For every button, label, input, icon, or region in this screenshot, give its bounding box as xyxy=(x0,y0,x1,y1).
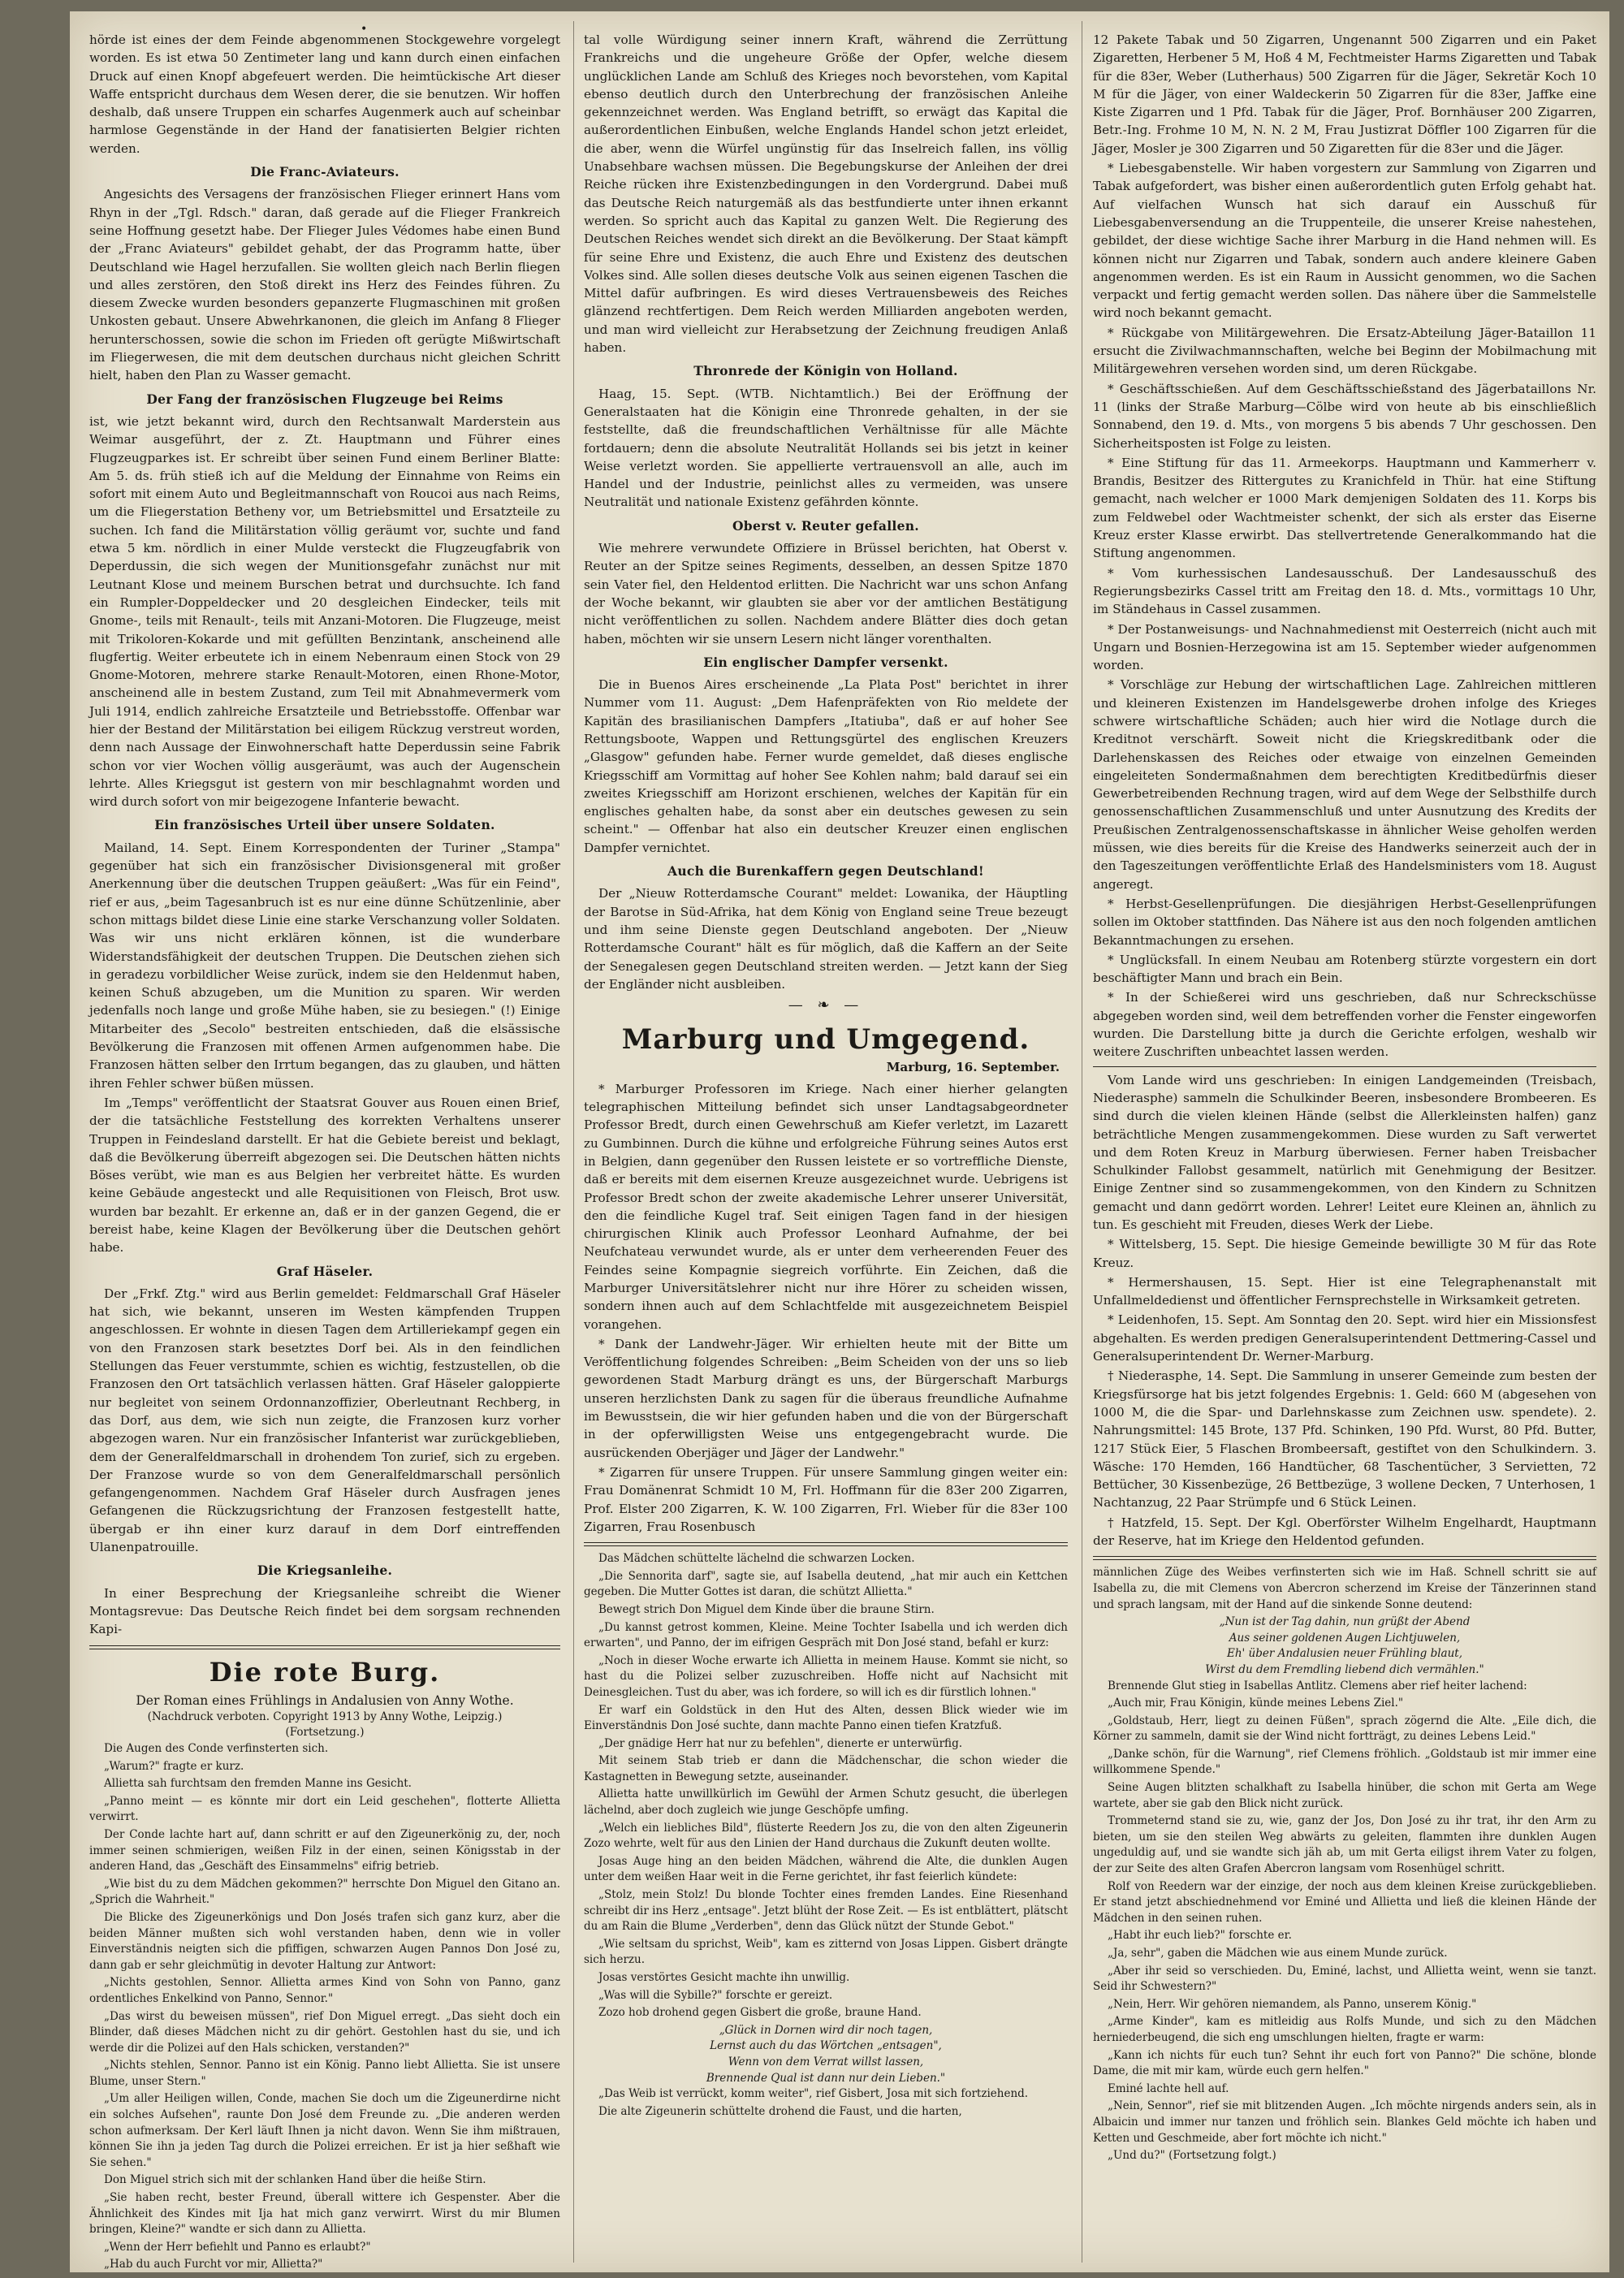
column-divider xyxy=(573,21,574,2263)
section-rule xyxy=(1093,1066,1596,1067)
serial-paragraph: „Goldstaub, Herr, liegt zu deinen Füßen", sprach zögernd die Alte. „Eile dich, die Körner zu sammeln, damit sie der Wind nicht fortträgt, zu deines Lebens Leid." xyxy=(1093,1714,1596,1744)
article-heading: Oberst v. Reuter gefallen. xyxy=(732,517,919,534)
article-text: Haag, 15. Sept. (WTB. Nichtamtlich.) Bei der Eröffnung der Generalstaaten hat die Königin eine Thronrede gehalten, in der sie feststellte, daß die freundschaftlichen Verhältnisse für alle Mächte fortdauern; denn die absolute Neutralität Hollands sei bis jetzt in keiner Weise verletzt worden. Sie appellierte vertrauensvoll an alle, auch im Handel und der Industrie, peinlichst alles zu vermeiden, was unsere Neutralität und nationale Existenz gefährden könnte. xyxy=(584,386,1068,510)
verse-line: „Nun ist der Tag dahin, nun grüßt der Abend xyxy=(1219,1615,1471,1629)
serial-paragraph: Josas verstörtes Gesicht machte ihn unwillig. xyxy=(598,1971,850,1984)
serial-text xyxy=(584,1551,1068,2120)
serial-paragraph: „Welch ein liebliches Bild", flüsterte Reedern Jos zu, die von den alten Zigeunerin Zozo wehrte, welt für aus den Linien der Hand durchaus die Zukunft deuten wollte. xyxy=(584,1821,1068,1851)
article-heading: Thronrede der Königin von Holland. xyxy=(693,363,958,379)
article-text: * Unglücksfall. In einem Neubau am Rotenberg stürzte vorgestern ein dort beschäftigter Mann und brach ein Bein. xyxy=(1093,952,1596,986)
article-text: 12 Pakete Tabak und 50 Zigarren, Ungenannt 500 Zigarren und ein Paket Zigaretten, Herbener 5 M, Hoß 4 M, Fechtmeister Harms Zigaretten und Tabak für die 83er, Weber (Lutherhaus) 500 Zigarren für die Jäger, Sekretär Koch 10 M für die Jäger, von einer Waldeckerin 50 Zigarren für die 83er, Jaffke eine Kiste Zigarren und 1 Pfd. Tabak für die Jäger, Prof. Bornhäuser 200 Zigarren, Betr.-Ing. Frohme 10 M, N. N. 2 M, Frau Justizrat Döffler 100 Zigarren für die Jäger, Mosler je 300 Zigarren und 50 Zigaretten für die 83er und die Jäger. xyxy=(1093,32,1596,156)
serial-paragraph: „Du kannst getrost kommen, Kleine. Meine Tochter Isabella und ich werden dich erwarten", und Panno, der im eifrigen Gespräch mit Don José stand, befahl er kurz: xyxy=(584,1620,1068,1650)
serial-paragraph: Josas Auge hing an den beiden Mädchen, während die Alte, die dunklen Augen unter dem weißen Haar weit in die Ferne gerichtet, ihr fast feierlich kündete: xyxy=(584,1854,1068,1884)
serial-paragraph: Don Miguel strich sich mit der schlanken Hand über die heiße Stirn. xyxy=(104,2173,486,2187)
serial-text xyxy=(89,1741,560,2272)
serial-paragraph: Er warf ein Goldstück in den Hut des Alten, dessen Blick wieder wie im Einverständnis Don José suchte, dann machte Panno einen tiefen Kratzfuß. xyxy=(584,1703,1068,1733)
serial-copyright: (Nachdruck verboten. Copyright 1913 by Anny Wothe, Leipzig.) xyxy=(147,1710,503,1723)
page-marker: • xyxy=(361,23,368,36)
article-text: Der „Frkf. Ztg." wird aus Berlin gemeldet: Feldmarschall Graf Häseler hat sich, wie bekannt, unseren im Westen kämpfenden Truppen angeschlossen. Er wohnte in diesen Tagen dem Artilleriekampf gegen ein von den Franzosen stark besetztes Dorf bei. Als in den feindlichen Stellungen das Feuer verstummte, schien es wichtig, festzustellen, ob die Franzosen den Ort tatsächlich verlassen hätten. Graf Häseler galoppierte nur begleitet von seinem Ordonnanzoffizier, Oberleutnant Rechberg, in das Dorf, aus dem, wie sich nun zeigte, die Franzosen kurz vorher abgezogen waren. Nur ein französischer Infanterist war zurückgeblieben, dem der Generalfeldmarschall in drohendem Ton zurief, sich zu ergeben. Der Franzose wurde so von dem Generalfeldmarschall persönlich gefangengenommen. Nachdem Graf Häseler durch Ausfragen jenes Gefangenen die Rückzugsrichtung der Franzosen festgestellt hatte, übergab er ihn einer kurz darauf in dem Dorf eintreffenden Ulanenpatrouille. xyxy=(89,1286,560,1555)
verse-line: Brennende Qual ist dann nur dein Lieben." xyxy=(706,2071,946,2085)
column-1 xyxy=(89,31,560,2272)
article-heading: Ein französisches Urteil über unsere Soldaten. xyxy=(154,817,495,833)
article-text: * Zigarren für unsere Truppen. Für unsere Sammlung gingen weiter ein: Frau Domänenrat Schmidt 10 M, Frl. Hoffmann für die 83er 200 Zigarren, Prof. Elster 200 Zigarren, K. W. 100 Zigarren, Frl. Wieber für die 83er 100 Zigarren, Frau Rosenbusch xyxy=(584,1464,1068,1534)
serial-paragraph: Brennende Glut stieg in Isabellas Antlitz. Clemens aber rief heiter lachend: xyxy=(1108,1679,1527,1692)
article-text: ist, wie jetzt bekannt wird, durch den Rechtsanwalt Marderstein aus Weimar ausgeführt, der z. Zt. Hauptmann und Führer eines Flugzeugparkes ist. Er schreibt über seinen Fund einem Berliner Blatte: Am 5. ds. früh stieß ich auf die Meldung der Einnahme von Reims ein sofort mit einem Auto und Begleitmannschaft von Roucoi aus nach Reims, um die Fliegerstation Betheny vor, um Betriebsmittel und Ersatzteile zu suchen. Ich fand die Militärstation völlig geräumt vor, suchte und fand etwa 5 km. nördlich in einer Mulde versteckt die Flugzeugfabrik von Deperdussin, die sich wegen der Munitionsgefahr zunächst nur mit Leutnant Klose und meinem Burschen betrat und durchsuchte. Ich fand ein Rumpler-Doppeldecker und 20 desgleichen Eindecker, teils mit Gnome-, teils mit Renault-, teils mit Anzani-Motoren. Die Flugzeuge, meist mit Trikoloren-Kokarde und mit gefüllten Benzintank, anscheinend alle flugfertig. Weiter erbeutete ich in einem Nebenraum einen Stock von 29 Gnome-Motoren, mehrere starke Renault-Motoren, einen Rhone-Motor, anscheinend alle in bestem Zustand, zum Teil mit Abnahmevermerk vom Juli 1914, endlich zahlreiche Ersatzteile und Betriebsstoffe. Offenbar war hier der Bestand der Militärstation bei eiligem Rückzug verstreut worden, denn nach Aussage der Einwohnerschaft hatte Deperdussin seine Fabrik schon vor vier Wochen völlig ausgeräumt, was auch der Augenschein lehrte. Alles Kriegsgut ist gestern von mir beschlagnahmt worden und wird durch sofort von mir beigezogene Infanterie bewacht. xyxy=(89,413,560,810)
article-text: In einer Besprechung der Kriegsanleihe schreibt die Wiener Montagsrevue: Das Deutsche Reich findet bei dem sorgsam rechnenden Kapi- xyxy=(89,1585,560,1637)
article-text: * Vorschläge zur Hebung der wirtschaftlichen Lage. Zahlreichen mittleren und kleineren Existenzen im Handelsgewerbe drohen infolge des Krieges schwere wirtschaftliche Schäden; auch hier wird die Notlage durch die Kreditnot verschärft. Soweit nicht die Kriegskreditbank oder die Darlehenskassen des Reiches oder etwaige von einzelnen Gemeinden eingeleiteten Sondermaßnahmen dem berechtigten Kreditbedürfnis dieser Gewerbetreibenden Rechnung tragen, wird auf dem Wege der Selbsthilfe durch genossenschaftlichen Zusammenschluß und unter Ausnutzung des Kredits der Preußischen Zentralgenossenschaftskasse in ähnlicher Weise geholfen werden müssen, wie dies bereits für die Kreise des Handwerks seinerzeit auch der in den Tageszeitungen veröffentlichte Erlaß des Handelsministers vom 18. August angeregt. xyxy=(1093,677,1596,892)
serial-paragraph: „Hab du auch Furcht vor mir, Allietta?" xyxy=(104,2258,323,2272)
article-text: * Dank der Landwehr-Jäger. Wir erhielten heute mit der Bitte um Veröffentlichung folgendes Schreiben: „Beim Scheiden von der uns so lieb gewordenen Stadt Marburg drängt es uns, der Bürgerschaft Marburgs unseren herzlichsten Dank zu sagen für die überaus freundliche Aufnahme im Bewusstsein, die wir hier gefunden haben und die von der Bürgerschaft in der opferwilligsten Weise uns entgegengebracht wurde. Die ausrückenden Oberjäger und Jäger der Landwehr." xyxy=(584,1336,1068,1460)
serial-paragraph: „Nein, Herr. Wir gehören niemandem, als Panno, unserem König." xyxy=(1108,1997,1477,2011)
serial-paragraph: „Habt ihr euch lieb?" forschte er. xyxy=(1108,1929,1292,1943)
serial-paragraph: Allietta sah furchtsam den fremden Manne ins Gesicht. xyxy=(104,1777,412,1791)
article-text: tal volle Würdigung seiner innern Kraft, während die Zerrüttung Frankreichs und die ungeheure Größe der Opfer, welche diesem unglücklichen Lande am Schluß des Krieges noch bevorstehen, vom Kapital ebenso deutlich durch den Unterbrechung der französischen Anleihe gekennzeichnet werden. Was England betrifft, so erwägt das Kapital die außerordentlichen Einbußen, welche Englands Handel schon jetzt erleidet, die aber, wenn die Würfel ungünstig für das Inselreich fallen, ins völlig Unabsehbare wachsen müssen. Die Begebungskurse der Anleihen der drei Reiche rücken ihre Existenzbedingungen in den Vordergrund. Dabei muß das Deutsche Reich naturgemäß als das bestfundierte unter ihnen erkannt werden. So spricht auch das Kapital zu ganzen Welt. Die Regierung des Deutschen Reiches wendet sich direkt an die Bevölkerung. Der Staat kämpft für seine Ehre und Existenz, die auch Ehre und Existenz des deutschen Volkes sind. Alle sollen dieses deutsche Volk aus seinen eigenen Taschen die Mittel dafür aufbringen. Es wird dieses Vertrauensbeweis des Reiches glänzend rechtfertigen. Dem Reich werden Milliarden angeboten werden, und man wird vielleicht zur Herabsetzung der Zeichnung freudigen Anlaß haben. xyxy=(584,32,1068,356)
verse-line: „Glück in Dornen wird dir noch tagen, xyxy=(719,2023,933,2037)
serial-paragraph: „Und du?" (Fortsetzung folgt.) xyxy=(1108,2149,1276,2163)
article-text: * Leidenhofen, 15. Sept. Am Sonntag den 20. Sept. wird hier ein Missionsfest abgehalten. Es werden predigen Generalsuperintendent Dettmering-Cassel und Generalsuperintendent Dr. Werner-Marburg. xyxy=(1093,1312,1596,1364)
serial-paragraph: „Panno meint — es könnte mir dort ein Leid geschehen", flotterte Allietta verwirrt. xyxy=(89,1794,560,1824)
article-heading: Ein englischer Dampfer versenkt. xyxy=(703,654,948,670)
serial-paragraph: „Nichts stehlen, Sennor. Panno ist ein König. Panno liebt Allietta. Sie ist unsere Blume, unser Stern." xyxy=(89,2059,560,2088)
feuilleton-rule xyxy=(1093,1556,1596,1560)
article-heading: Auch die Burenkaffern gegen Deutschland! xyxy=(667,863,984,880)
article-text: * Geschäftsschießen. Auf dem Geschäftsschießstand des Jägerbataillons Nr. 11 (links der Straße Marburg—Cölbe wird von heute ab bis einschließlich Sonnabend, den 19. d. Mts., von morgens 5 bis abends 7 Uhr geschossen. Den Sicherheitsposten ist Folge zu leisten. xyxy=(1093,381,1596,451)
serial-paragraph: „Das wirst du beweisen müssen", rief Don Miguel erregt. „Das sieht doch ein Blinder, daß dieses Mädchen nicht zu dir gehört. Gestohlen hast du sie, und ich werde dir die Polizei auf den Hals schicken, verstanden?" xyxy=(89,2009,560,2055)
article-heading: Die Franc-Aviateurs. xyxy=(250,164,400,180)
serial-paragraph: „Der gnädige Herr hat nur zu befehlen", dienerte er unterwürfig. xyxy=(598,1736,962,1750)
verse-line: Aus seiner goldenen Augen Lichtjuwelen, xyxy=(1229,1631,1461,1645)
serial-paragraph: „Auch mir, Frau Königin, künde meines Lebens Ziel." xyxy=(1108,1697,1404,1710)
serial-paragraph: „Sie haben recht, bester Freund, überall wittere ich Gespenster. Aber die Ähnlichkeit des Kindes mit Ija hat mich ganz verwirrt. Wirst du mir Blumen bringen, Kleine?" wandte er sich dann zu Allietta. xyxy=(89,2191,560,2237)
article-text: * In der Schießerei wird uns geschrieben, daß nur Schreckschüsse abgegeben worden sind, weil dem betreffenden vorher die Fenster eingeworfen wurden. Die Darstellung bitte ja durch die Gerichte erfolgen, weshalb wir weitere Zuschriften unbeachtet lassen werden. xyxy=(1093,990,1596,1060)
verse-line: Lernst auch du das Wörtchen „entsagen", xyxy=(710,2039,942,2053)
article-text: * Eine Stiftung für das 11. Armeekorps. Hauptmann und Kammerherr v. Brandis, Besitzer des Rittergutes zu Kranichfeld in Thür. hat eine Stiftung gemacht, nach welcher er 1000 Mark demjenigen Soldaten des 11. Korps bis zum Feldwebel oder Wachtmeister schenkt, der sich als erster das Eiserne Kreuz erster Klasse erwirbt. Das stellvertretende Generalkommando hat die Stiftung angenommen. xyxy=(1093,455,1596,561)
column-2 xyxy=(584,31,1068,2272)
dateline: Marburg, 16. September. xyxy=(886,1060,1060,1075)
serial-paragraph: Die Augen des Conde verfinsterten sich. xyxy=(104,1742,329,1756)
serial-paragraph: Zozo hob drohend gegen Gisbert die große, braune Hand. xyxy=(598,2006,922,2020)
article-text: hörde ist eines der dem Feinde abgenommenen Stockgewehre vorgelegt worden. Es ist etwa 50 Zentimeter lang und kann durch einen einfachen Druck auf einen Knopf abgefeuert werden. Die heimtückische Art dieser Waffe entspricht durchaus dem Wesen derer, die sie benutzen. Wir hoffen deshalb, daß unsere Truppen ein scharfes Augenmerk auch auf scheinbar harmlose Gegenstände in der Hand der fanatisierten Belgier richten werden. xyxy=(89,32,560,156)
article-text: * Hermershausen, 15. Sept. Hier ist eine Telegraphenanstalt mit Unfallmeldedienst und öffentlicher Fernsprechstelle in Wirksamkeit getreten. xyxy=(1093,1274,1596,1308)
article-heading: Graf Häseler. xyxy=(276,1263,374,1279)
article-text: * Marburger Professoren im Kriege. Nach einer hierher gelangten telegraphischen Mitteilung befindet sich unser Landtagsabgeordneter Professor Bredt, durch einen Gewehrschuß am Kiefer verletzt, im Lazarett zu Gumbinnen. Durch die kühne und erfolgreiche Führung seines Autos erst in Belgien, dann gegenüber den Russen leistete er so vortreffliche Dienste, daß er bereits mit dem eisernen Kreuze ausgezeichnet wurde. Uebrigens ist Professor Bredt schon der zweite akademische Lehrer unserer Universität, den die feindliche Kugel traf. Seit einigen Tagen fand in der hiesigen chirurgischen Klinik auch Professor Leonhard Aufnahme, der bei Neufchateau verwundet wurde, als er unter dem verheerenden Feuer des Feindes seine Kompagnie siegreich vorführte. Ein Zeichen, daß die Marburger Universitätslehrer nicht nur ihre Hörer zu scheiden wissen, sondern ihnen auch auf dem Schlachtfelde mit ausgezeichnetem Beispiel vorangehen. xyxy=(584,1081,1068,1332)
serial-paragraph: „Was will die Sybille?" forschte er gereizt. xyxy=(598,1988,833,2002)
article-text: † Niederasphe, 14. Sept. Die Sammlung in unserer Gemeinde zum besten der Kriegsfürsorge hat bis jetzt folgendes Ergebnis: 1. Geld: 660 M (abgesehen von 1000 M, die die Spar- und Darlehnskasse zum Zeichnen usw. spendete). 2. Nahrungsmittel: 145 Brote, 137 Pfd. Schinken, 190 Pfd. Wurst, 80 Pfd. Butter, 1217 Stück Eier, 5 Flaschen Brombeersaft, gestiftet von den Schulkindern. 3. Wäsche: 170 Hemden, 166 Handtücher, 68 Taschentücher, 3 Servietten, 72 Bettücher, 30 Kissenbezüge, 26 Bettbezüge, 3 wollene Decken, 7 Unterhosen, 1 Nachtanzug, 22 Paar Strümpfe und 6 Stück Leinen. xyxy=(1093,1368,1596,1511)
article-text: * Rückgabe von Militärgewehren. Die Ersatz-Abteilung Jäger-Bataillon 11 ersucht die Zivilwachmannschaften, welche bei Beginn der Mobilmachung mit Militärgewehren versehen worden sind, um deren Rückgabe. xyxy=(1093,325,1596,377)
serial-paragraph: „Danke schön, für die Warnung", rief Clemens fröhlich. „Goldstaub ist mir immer eine willkommene Spende." xyxy=(1093,1747,1596,1777)
serial-paragraph: „Um aller Heiligen willen, Conde, machen Sie doch um die Zigeunerdirne nicht ein solches Aufsehen", raunte Don José dem Freunde zu. „Die anderen werden schon aufmerksam. Der Kerl läuft Ihnen ja nicht davon. Wenn Sie ihm mißtrauen, können Sie ihn ja jeden Tag durch die Polizei erreichen. Er ist ja hier seßhaft wie Sie sehen." xyxy=(89,2092,560,2169)
article-text: * Vom kurhessischen Landesausschuß. Der Landesausschuß des Regierungsbezirks Cassel tritt am Freitag den 18. d. Mts., vormittags 10 Uhr, im Ständehaus in Cassel zusammen. xyxy=(1093,565,1596,617)
column-3 xyxy=(1093,31,1596,2272)
serial-paragraph: Trommeternd stand sie zu, wie, ganz der Jos, Don José zu ihr trat, ihr den Arm zu bieten, um sie den steilen Weg abwärts zu geleiten, flammten ihre dunklen Augen ungeduldig auf, und sie wandte sich jäh ab, um mit Gerta eiligst ihrem Vater zu folgen, der zur Seite des alten Grafen Abercron langsam vom Rosenhügel schritt. xyxy=(1093,1814,1596,1876)
article-text: * Liebesgabenstelle. Wir haben vorgestern zur Sammlung von Zigarren und Tabak aufgefordert, was bisher einen außerordentlich guten Erfolg gehabt hat. Auf vielfachen Wunsch hat sich darauf ein Ausschuß für Liebesgabenversendung an die Truppenteile, die unserer Kreise nahestehen, gebildet, der diese wichtige Sache ihrer Marburg in die Hand nehmen will. Es können nicht nur Zigarren und Tabak, sondern auch andere kleinere Gaben angenommen werden. Es ist ein Raum in Aussicht genommen, wo die Sachen verpackt und fertig gemacht werden sollen. Das nähere über die Sammelstelle wird noch bekannt gemacht. xyxy=(1093,161,1596,321)
article-text: * Herbst-Gesellenprüfungen. Die diesjährigen Herbst-Gesellenprüfungen sollen im Oktober stattfinden. Das Nähere ist aus den noch folgenden amtlichen Bekanntmachungen zu ersehen. xyxy=(1093,896,1596,948)
serial-paragraph: „Wie bist du zu dem Mädchen gekommen?" herrschte Don Miguel den Gitano an. „Sprich die Wahrheit." xyxy=(89,1877,560,1907)
serial-paragraph: Mit seinem Stab trieb er dann die Mädchenschar, die schon wieder die Kastagnetten in Bewegung setzte, auseinander. xyxy=(584,1754,1068,1783)
article-text: Mailand, 14. Sept. Einem Korrespondenten der Turiner „Stampa" gegenüber hat sich ein französischer Divisionsgeneral mit großer Anerkennung über die deutschen Truppen geäußert: „Was für ein Feind", rief er aus, „beim Tagesanbruch ist es nur eine dünne Schützenlinie, aber schon mittags bildet diese Linie eine starke Verschanzung voller Soldaten. Was wir uns nicht erklären können, ist die wunderbare Widerstandsfähigkeit der deutschen Truppen. Die Deutschen ziehen sich in geradezu vorbildlicher Weise zurück, indem sie den Heldenmut haben, keinen Schuß abzugeben, um die Munition zu sparen. Wir werden jedenfalls noch lange und große Mühe haben, sie zu besiegen." (!) Einige Mitarbeiter des „Secolo" bestreiten entschieden, daß die elsässische Bevölkerung die Franzosen mit offenen Armen aufgenommen habe. Die Franzosen hätten selber den Irrtum begangen, das zu glauben, und hätten ihren Fehler schwer büßen müssen. xyxy=(89,840,560,1091)
serial-paragraph: Allietta hatte unwillkürlich im Gewühl der Armen Schutz gesucht, die überlegen lächelnd, aber doch zugleich wie junge Geschöpfe umfing. xyxy=(584,1787,1068,1818)
serial-title: Die rote Burg. xyxy=(209,1656,441,1688)
verse-line: Wirst du dem Fremdling liebend dich vermählen." xyxy=(1205,1662,1484,1676)
serial-continuation: (Fortsetzung.) xyxy=(285,1726,365,1740)
article-text: Im „Temps" veröffentlicht der Staatsrat Gouver aus Rouen einen Brief, der die tatsächliche Feststellung des korrekten Verhaltens unserer Truppen in Feindesland darstellt. Er hat die Gebiete bereist und beklagt, daß die Bevölkerung überreift abgezogen sei. Die Deutschen hätten nichts Böses verübt, wie man es aus Belgien her verbreitet hätte. Es wurden keine Gebäude angesteckt und alle Requisitionen von Fleisch, Brot usw. wurden bar bezahlt. Er erkenne an, daß er in der ganzen Gegend, die er bereist habe, keine Klagen der Bevölkerung über die Deutschen gehört habe. xyxy=(89,1095,560,1256)
verse-line: Wenn von dem Verrat willst lassen, xyxy=(728,2055,924,2068)
serial-text xyxy=(1093,1565,1596,2163)
article-text: Der „Nieuw Rotterdamsche Courant" meldet: Lowanika, der Häuptling der Barotse in Süd-Afrika, hat dem König von England seine Treue bezeugt und ihm seine Dienste gegen Deutschland angeboten. Der „Nieuw Rotterdamsche Courant" hält es für möglich, daß die Kaffern an der Seite der Senegalesen gegen Deutschland streiten werden. — Jetzt kann der Sieg der Engländer nicht ausbleiben. xyxy=(584,886,1068,992)
serial-paragraph: Der Conde lachte hart auf, dann schritt er auf den Zigeunerkönig zu, der, noch immer seinen schmierigen, weißen Filz in der einen, seinen Königsstab in der anderen Hand, das „Geschäft des Einsammelns" eifrig betrieb. xyxy=(89,1827,560,1874)
serial-paragraph: Seine Augen blitzten schalkhaft zu Isabella hinüber, die schon mit Gerta am Wege wartete, aber sie gab den Blick nicht zurück. xyxy=(1093,1781,1596,1810)
serial-paragraph: „Noch in dieser Woche erwarte ich Allietta in meinem Hause. Kommt sie nicht, so hast du die Polizei selber zuzuschreiben. Hoffe nicht auf Nachsicht mit Deinesgleichen. Tust du aber, was ich fordere, so will ich es dir fürstlich lohnen." xyxy=(584,1653,1068,1699)
serial-paragraph: Die alte Zigeunerin schüttelte drohend die Faust, und die harten, xyxy=(598,2104,962,2118)
serial-paragraph: Eminé lachte hell auf. xyxy=(1108,2081,1229,2095)
article-text: Wie mehrere verwundete Offiziere in Brüssel berichten, hat Oberst v. Reuter an der Spitze seines Regiments, desselben, an dessen Spitze 1870 sein Vater fiel, den Heldentod erlitten. Die Nachricht war uns schon Anfang der Woche bekannt, wir glaubten sie aber vor der amtlichen Bestätigung nicht veröffentlichen zu sollen. Nachdem andere Blätter dies doch getan haben, möchten wir sie unsern Lesern nicht länger vorenthalten. xyxy=(584,541,1068,646)
serial-paragraph: Die Blicke des Zigeunerkönigs und Don Josés trafen sich ganz kurz, aber die beiden Männer mußten sich wohl verstanden haben, denn wie in voller Einverständnis neigten sich die pfiffigen, schwarzen Augen Pannos Don José zu, dann gab er sehr gleichmütig in devoter Haltung zur Antwort: xyxy=(89,1910,560,1972)
article-text: Angesichts des Versagens der französischen Flieger erinnert Hans vom Rhyn in der „Tgl. Rdsch." daran, daß gerade auf die Flieger Frankreich seine Hoffnung gesetzt habe. Der Flieger Jules Védomes habe einen Bund der „Franc Aviateurs" gebildet gehabt, der das Programm hatte, über Deutschland wie Hagel herzufallen. Sie wollten gleich nach Berlin fliegen und alles zerstören, den Stoß direkt ins Herz des Feindes führen. Zu diesem Zwecke wurden besonders gepanzerte Flugmaschinen mit großen Unkosten gebaut. Unsere Abwehrkanonen, die gleich im Anfang 8 Flieger herunterschossen, sowie die schon im Frieden oft gerügte Mißwirtschaft im Fliegerwesen, die mit dem deutschen durchaus nicht gleichen Schritt hielt, haben den Plan zu Wasser gemacht. xyxy=(89,187,560,383)
article-text: * Wittelsberg, 15. Sept. Die hiesige Gemeinde bewilligte 30 M für das Rote Kreuz. xyxy=(1093,1237,1596,1270)
serial-paragraph: Das Mädchen schüttelte lächelnd die schwarzen Locken. xyxy=(598,1552,915,1566)
serial-paragraph: „Wie seltsam du sprichst, Weib", kam es zitternd von Josas Lippen. Gisbert drängte sich herzu. xyxy=(584,1937,1068,1967)
article-text: * Der Postanweisungs- und Nachnahmedienst mit Oesterreich (nicht auch mit Ungarn und Bosnien-Herzegowina ist am 15. September wieder aufgenommen worden. xyxy=(1093,621,1596,673)
serial-paragraph: „Aber ihr seid so verschieden. Du, Eminé, lachst, und Allietta weint, wenn sie tanzt. Seid ihr Schwestern?" xyxy=(1093,1964,1596,1994)
feuilleton-rule xyxy=(584,1542,1068,1546)
serial-paragraph: „Arme Kinder", kam es mitleidig aus Rolfs Munde, und sich zu den Mädchen herniederbeugend, die sich eng umschlungen hielten, fragte er warm: xyxy=(1093,2015,1596,2044)
serial-paragraph: „Stolz, mein Stolz! Du blonde Tochter eines fremden Landes. Eine Riesenhand schreibt dir ins Herz „entsage". Jetzt blüht der Rose Zeit. — Es ist entblättert, plätscht du am Rain die Blume „Verderben", denn das Glück nützt der Stunde Gebot." xyxy=(584,1888,1068,1934)
serial-paragraph: „Die Sennorita darf", sagte sie, auf Isabella deutend, „hat mir auch ein Kettchen gegeben. Die Mutter Gottes ist daran, die schützt Allietta." xyxy=(584,1569,1068,1599)
serial-paragraph: Bewegt strich Don Miguel dem Kinde über die braune Stirn. xyxy=(598,1602,935,1616)
serial-paragraph: Rolf von Reedern war der einzige, der noch aus dem kleinen Kreise zurückgeblieben. Er stand jetzt abschiednehmend vor Eminé und Allietta und ließ die kleinen Hände der Mädchen in den seinen ruhen. xyxy=(1093,1879,1596,1925)
section-title: Marburg und Umgegend. xyxy=(621,1023,1030,1057)
feuilleton-rule xyxy=(89,1645,560,1649)
ornament-divider: — ❧ — xyxy=(788,996,864,1014)
serial-paragraph: „Das Weib ist verrückt, komm weiter", rief Gisbert, Josa mit sich fortziehend. xyxy=(598,2087,1029,2101)
serial-paragraph: „Nichts gestohlen, Sennor. Allietta armes Kind von Sohn von Panno, ganz ordentliches Enkelkind von Panno, Sennor." xyxy=(89,1976,560,2005)
serial-paragraph: männlichen Züge des Weibes verfinsterten sich wie im Haß. Schnell schritt sie auf Isabella zu, die mit Clemens von Abercron scherzend im Kreise der Tänzerinnen stand und sprach langsam, mit der Hand auf die sinkende Sonne deutend: xyxy=(1093,1566,1596,1611)
serial-paragraph: „Ja, sehr", gaben die Mädchen wie aus einem Munde zurück. xyxy=(1108,1947,1448,1960)
serial-subtitle: Der Roman eines Frühlings in Andalusien von Anny Wothe. xyxy=(136,1692,514,1708)
article-heading: Der Fang der französischen Flugzeuge bei Reims xyxy=(146,391,503,407)
serial-paragraph: „Kann ich nichts für euch tun? Sehnt ihr euch fort von Panno?" Die schöne, blonde Dame, die mit mir kam, würde euch gern helfen." xyxy=(1093,2048,1596,2078)
serial-paragraph: „Warum?" fragte er kurz. xyxy=(104,1759,244,1773)
serial-paragraph: „Wenn der Herr befiehlt und Panno es erlaubt?" xyxy=(104,2240,371,2254)
article-text: Die in Buenos Aires erscheinende „La Plata Post" berichtet in ihrer Nummer vom 11. August: „Dem Hafenpräfekten von Rio meldete der Kapitän des brasilianischen Dampfers „Itatiuba", daß er auf hoher See Rettungsboote, Wappen und Rettungsgürtel des englischen Kreuzers „Glasgow" gefunden habe. Ferner wurde gemeldet, daß dieses englische Kriegsschiff am Vormittag auf hoher See Kohlen nahm; bald darauf sei ein zweites Kriegsschiff am Horizont erschienen, welches der Kapitän für ein englisches gehalten habe, da sonst aber ein deutsches gewesen zu sein scheint." — Offenbar hat also ein deutscher Kreuzer einen englischen Dampfer vernichtet. xyxy=(584,677,1068,855)
article-text: Vom Lande wird uns geschrieben: In einigen Landgemeinden (Treisbach, Niederasphe) sammeln die Schulkinder Beeren, insbesondere Brombeeren. Es sind durch die vielen kleinen Hände (selbst die Allerkleinsten halfen) ganz beträchtliche Mengen zusammengekommen. Diese wurden zu Saft verwertet und dem Roten Kreuz in Marburg überwiesen. Ferner haben Treisbacher Schulkinder Fallobst gesammelt, natürlich mit Genehmigung der Besitzer. Einige Zentner sind so zusammengekommen, von den Kindern zu Schnitzen gemacht und dann gedörrt worden. Lehrer! Leitet eure Kleinen an, ähnlich zu tun. Es geschieht mit Freuden, dieses Werk der Liebe. xyxy=(1093,1072,1596,1232)
serial-paragraph: „Nein, Sennor", rief sie mit blitzenden Augen. „Ich möchte nirgends anders sein, als in Albaicin und immer nur tanzen und fröhlich sein. Blankes Geld möchte ich haben und Ketten und Geschmeide, aber fort möchte ich nicht." xyxy=(1093,2099,1596,2145)
newspaper-page xyxy=(70,11,1609,2272)
article-heading: Die Kriegsanleihe. xyxy=(257,1563,393,1579)
verse-line: Eh' über Andalusien neuer Frühling blaut, xyxy=(1227,1647,1462,1661)
article-text: † Hatzfeld, 15. Sept. Der Kgl. Oberförster Wilhelm Engelhardt, Hauptmann der Reserve, hat im Kriege den Heldentod gefunden. xyxy=(1093,1515,1596,1549)
